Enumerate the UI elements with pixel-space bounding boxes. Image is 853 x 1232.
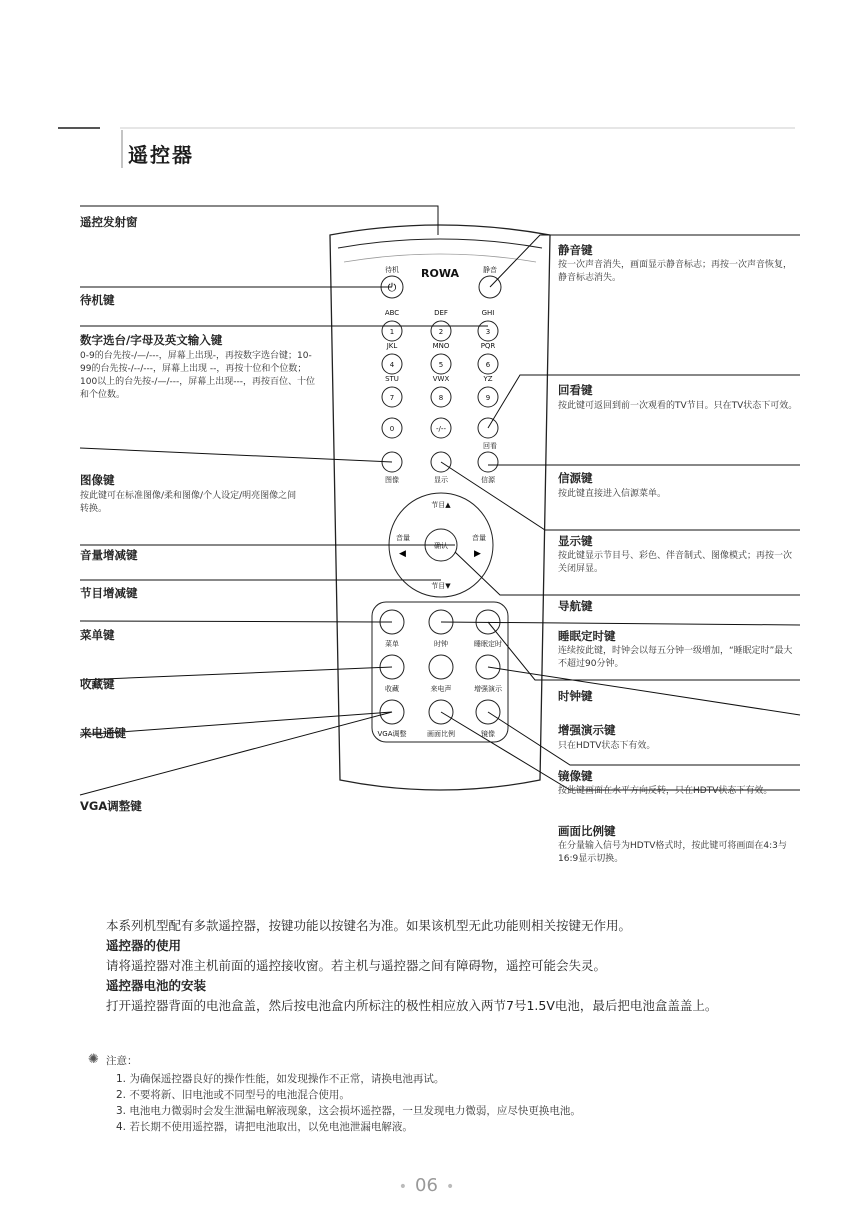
svg-text:睡眠定时: 睡眠定时 (474, 640, 502, 648)
svg-text:DEF: DEF (434, 309, 448, 317)
bullet-left-icon: • (398, 1179, 408, 1195)
use-title: 遥控器的使用 (106, 938, 182, 953)
note-item-1: 1. 为确保遥控器良好的操作性能，如发现操作不正常，请换电池再试。 (116, 1073, 445, 1085)
label-fav: 收藏键 (80, 677, 115, 691)
svg-text:信源: 信源 (481, 476, 495, 484)
label-digit: 数字选台/字母及英文输入键 (80, 333, 223, 347)
svg-text:收藏: 收藏 (385, 685, 399, 693)
desc-demo: 只在HDTV状态下有效。 (558, 741, 656, 751)
channel-down: 节目▼ (431, 582, 451, 590)
svg-text:回看: 回看 (483, 442, 497, 450)
label-vga: VGA调整键 (80, 799, 142, 813)
svg-text:9: 9 (485, 394, 491, 402)
label-nav: 导航键 (558, 599, 593, 613)
label-aspect: 画面比例键 (558, 824, 616, 838)
desc-digit: 0-9的台先按-/—/---，屏幕上出现-，再按数字选台键；10-99的台先按-/--/---，屏幕上出现 --，再按十位和个位数；100以上的台先按-/—/---，屏幕上出现---，再按百位、十位和个位数。 (80, 351, 315, 400)
desc-recall: 按此键可返回到前一次观看的TV节目。只在TV状态下可效。 (558, 401, 798, 411)
desc-source: 按此键直接进入信源菜单。 (558, 489, 667, 499)
svg-text:画面比例: 画面比例 (427, 730, 455, 738)
desc-display: 按此键显示节目号、彩色、伴音制式、图像模式；再按一次关闭屏显。 (558, 551, 793, 574)
standby-label: 待机 (385, 266, 399, 274)
svg-text:JKL: JKL (386, 342, 398, 350)
arrow-left-icon: ◀ (399, 549, 406, 559)
label-channel: 节目增减键 (80, 586, 138, 600)
svg-text:7: 7 (389, 394, 395, 402)
svg-text:8: 8 (438, 394, 444, 402)
desc-sleep: 连续按此键，时钟会以每五分钟一级增加，“睡眠定时”最大不超过90分钟。 (558, 646, 793, 669)
label-picture: 图像键 (80, 473, 115, 487)
svg-text:YZ: YZ (483, 375, 493, 383)
intro-text: 本系列机型配有多款遥控器，按键功能以按键名为准。如果该机型无此功能则相关按键无作用。 (106, 918, 632, 933)
power-icon: ⏻ (387, 281, 397, 294)
use-text: 请将遥控器对准主机前面的遥控接收窗。若主机与遥控器之间有障碍物，遥控可能会失灵。 (106, 958, 607, 973)
svg-text:菜单: 菜单 (385, 640, 399, 648)
label-clock: 时钟键 (558, 689, 593, 703)
desc-aspect: 在分量输入信号为HDTV格式时，按此键可将画面在4:3与16:9显示切换。 (558, 841, 787, 864)
svg-text:来电声: 来电声 (430, 685, 452, 693)
note-item-4: 4. 若长期不使用遥控器，请把电池取出，以免电池泄漏电解液。 (116, 1121, 413, 1133)
svg-text:2: 2 (438, 328, 444, 336)
svg-text:增强演示: 增强演示 (474, 685, 502, 693)
volume-left: 音量 (396, 534, 410, 542)
svg-text:镜像: 镜像 (481, 730, 495, 738)
label-mute: 静音键 (558, 243, 593, 257)
desc-picture: 按此键可在标准图像/柔和图像/个人设定/明亮图像之间转换。 (80, 491, 297, 514)
svg-text:4: 4 (389, 361, 395, 369)
svg-text:0: 0 (389, 425, 395, 433)
label-mirror: 镜像键 (558, 769, 593, 783)
battery-title: 遥控器电池的安装 (106, 978, 207, 993)
source-button (478, 452, 498, 472)
label-display: 显示键 (558, 534, 593, 548)
svg-text:3: 3 (485, 328, 491, 336)
svg-text:6: 6 (485, 361, 491, 369)
label-menu: 菜单键 (80, 628, 115, 642)
svg-text:-/--: -/-- (436, 425, 446, 433)
notes-title: 注意： (106, 1055, 138, 1067)
bulb-icon: ✺ (88, 1052, 99, 1067)
label-volume: 音量增减键 (80, 548, 138, 562)
svg-text:确认: 确认 (434, 542, 448, 550)
label-demo: 增强演示键 (558, 723, 616, 737)
arrow-right-icon: ▶ (474, 549, 481, 559)
svg-text:VGA调整: VGA调整 (377, 730, 407, 738)
svg-text:VWX: VWX (432, 375, 450, 383)
svg-text:MNO: MNO (432, 342, 450, 350)
label-ring: 来电通键 (80, 726, 126, 740)
svg-text:ABC: ABC (384, 309, 400, 317)
label-standby: 待机键 (80, 293, 115, 307)
mute-label: 静音 (483, 266, 497, 274)
label-source: 信源键 (558, 471, 593, 485)
svg-text:STU: STU (385, 375, 399, 383)
svg-text:时钟: 时钟 (434, 640, 448, 648)
svg-text:GHI: GHI (481, 309, 495, 317)
desc-mute: 按一次声音消失，画面显示静音标志；再按一次声音恢复，静音标志消失。 (558, 260, 793, 283)
remote-brand: ROWA (421, 267, 459, 280)
svg-text:5: 5 (438, 361, 444, 369)
svg-text:PQR: PQR (480, 342, 496, 350)
bullet-right-icon: • (445, 1179, 455, 1195)
svg-text:1: 1 (389, 328, 395, 336)
label-recall: 回看键 (558, 383, 593, 397)
ring-button (429, 655, 453, 679)
svg-text:显示: 显示 (434, 476, 448, 484)
battery-text: 打开遥控器背面的电池盒盖，然后按电池盒内所标注的极性相应放入两节7号1.5V电池，最后把电池盒盖盖上。 (106, 998, 718, 1013)
label-ir-window: 遥控发射窗 (80, 215, 138, 229)
page-title: 遥控器 (128, 143, 194, 167)
volume-right: 音量 (472, 534, 486, 542)
channel-up: 节目▲ (431, 501, 451, 509)
label-sleep: 睡眠定时键 (558, 629, 616, 643)
note-item-3: 3. 电池电力微弱时会发生泄漏电解液现象，这会损坏遥控器，一旦发现电力微弱，应尽快更换电池。 (116, 1105, 581, 1117)
svg-text:图像: 图像 (385, 476, 399, 484)
note-item-2: 2. 不要将新、旧电池或不同型号的电池混合使用。 (116, 1089, 350, 1101)
page-number: • 06 • (0, 1175, 853, 1196)
desc-mirror: 按此键画面在水平方向反转，只在HDTV状态下有效。 (558, 786, 773, 796)
